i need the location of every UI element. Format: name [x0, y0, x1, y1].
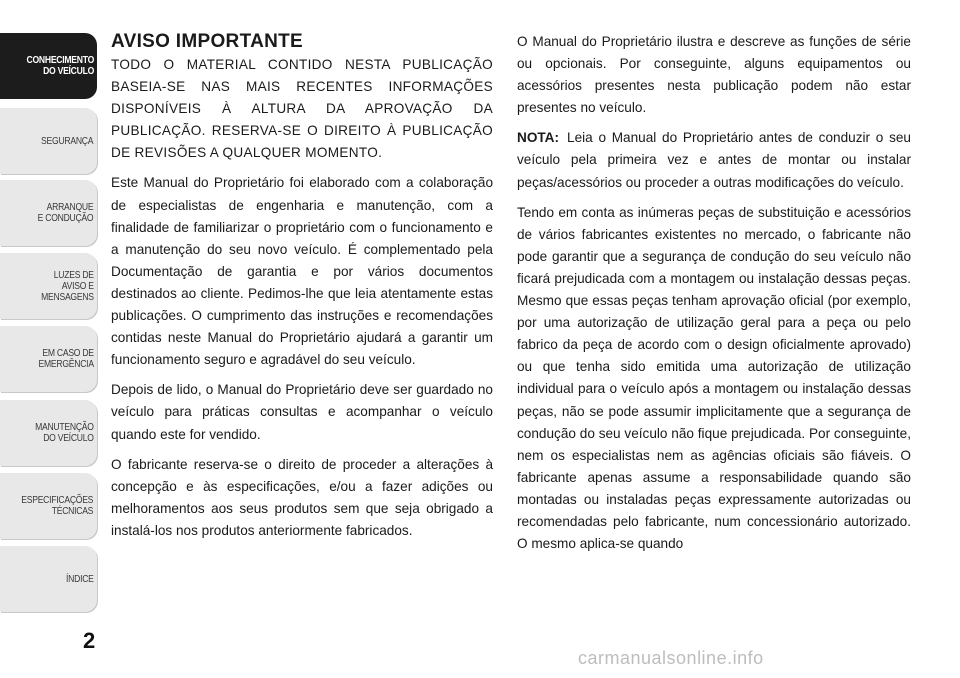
tab-label: LUZES DE AVISO E MENSAGENS [40, 269, 94, 303]
right-column [517, 31, 911, 563]
left-column [111, 30, 493, 550]
tab-em-caso-de-emergencia[interactable] [0, 326, 97, 392]
body-paragraph: Depois de lido, o Manual do Proprietário deve ser guardado no veículo para práticas consultas e acompanhar o veículo quando este for vendido. [111, 382, 493, 442]
tab-label: CONHECIMENTO DO VEÍCULO [26, 55, 94, 77]
watermark: carmanualsonline.info [578, 648, 764, 668]
body-paragraph: O Manual do Proprietário ilustra e descreve as funções de série ou opcionais. Por conseguinte, alguns equipamentos ou acessórios presentes nesta publicação podem não estar presentes no veículo. [517, 34, 911, 116]
note-text: Leia o Manual do Proprietário antes de conduzir o seu veículo pela primeira vez e antes de montar ou instalar peças/acessórios ou proceder a outras modificações do veículo. [517, 130, 911, 190]
tab-seguranca[interactable] [0, 108, 97, 174]
page-number: 2 [83, 628, 96, 653]
body-paragraph: Este Manual do Proprietário foi elaborado com a colaboração de especialistas de engenharia e manutenção, com a finalidade de familiarizar o proprietário com o funcionamento e a manutenção do seu novo veículo. É complementado pela Documentação de garantia e por vários documentos destinados ao cliente. Pedimos-lhe que leia atentamente estas publicações. O cumprimento das instruções e recomendações contidas neste Manual do Proprietário ajudará a garantir um funcionamento seguro e agradável do seu veículo. [111, 175, 493, 368]
tab-label: ÍNDICE [65, 573, 94, 585]
body-paragraph: Tendo em conta as inúmeras peças de substituição e acessórios de vários fabricantes existentes no mercado, o fabricante não pode garantir que a segurança de condução do seu veículo não ficará prejudicada com a montagem ou instalação dessas peças. Mesmo que essas peças tenham aprovação oficial (por exemplo, por uma autorização de utilização geral para a peça ou pelo fabrico da peça de acordo com o design oficialmente aprovado) ou que tenha sido emitida uma autorização de utilização individual para o veículo após a montagem ou instalação dessas peças, não se pode assumir implicitamente que a segurança de condução do seu veículo não fique prejudicada. Por conseguinte, nem os especialistas nem as agências oficiais são fiáveis. O fabricante apenas assume a responsabilidade quando são montadas ou instaladas peças expressamente autorizadas ou recomendadas pelo fabricante, num concessionário autorizado. O mesmo aplica-se quando [517, 204, 911, 552]
tab-label: SEGURANÇA [41, 135, 94, 147]
page-title: AVISO IMPORTANTE [111, 31, 303, 52]
tab-manutencao-do-veiculo[interactable] [0, 400, 97, 466]
tab-luzes-de-aviso[interactable] [0, 253, 97, 319]
tab-label: EM CASO DE EMERGÊNCIA [38, 348, 94, 370]
tab-arranque-e-conducao[interactable] [0, 180, 97, 246]
tab-indice[interactable] [0, 546, 97, 612]
note-label: NOTA: [517, 130, 560, 146]
tab-conhecimento-do-veiculo[interactable] [0, 33, 97, 99]
notice-paragraph: TODO O MATERIAL CONTIDO NESTA PUBLICAÇÃO BASEIA-SE NAS MAIS RECENTES INFORMAÇÕES DISPONÍVEIS À ALTURA DA APROVAÇÃO DA PUBLICAÇÃO. RESERVA-SE O DIREITO À PUBLICAÇÃO DE REVISÕES A QUALQUER MOMENTO. [111, 57, 493, 161]
body-paragraph: O fabricante reserva-se o direito de proceder a alterações à concepção e às especificações, e/ou a fazer adições ou melhoramentos aos seus produtos sem que seja obrigado a instalá-los nos produtos anteriormente fabricados. [111, 456, 493, 538]
section-tabs-sidebar [0, 0, 102, 610]
tab-label: MANUTENÇÃO DO VEÍCULO [34, 422, 94, 444]
note-paragraph [517, 127, 911, 193]
tab-label: ESPECIFICAÇÕES TÉCNICAS [21, 495, 94, 517]
tab-label: ARRANQUE E CONDUÇÃO [37, 202, 94, 224]
tab-especificacoes-tecnicas[interactable] [0, 473, 97, 539]
